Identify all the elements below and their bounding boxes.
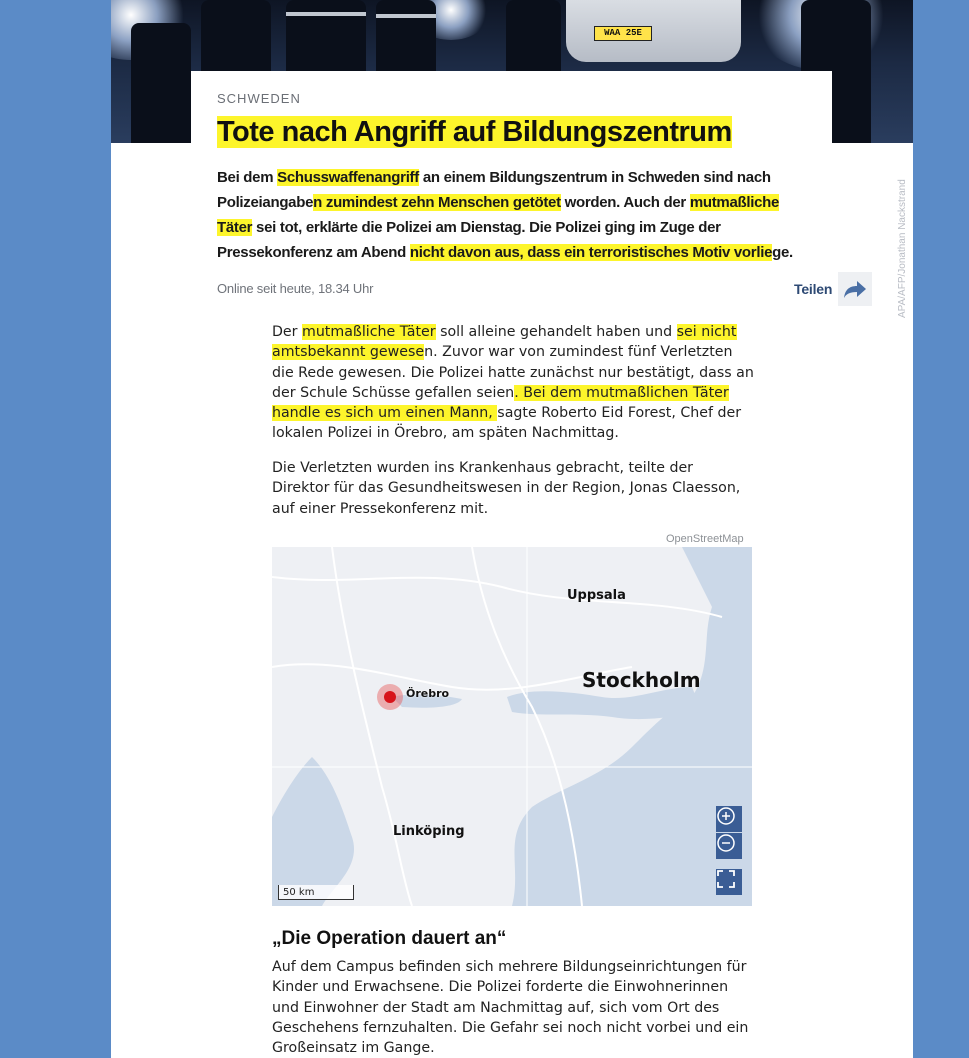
map-attribution[interactable]: OpenStreetMap — [666, 533, 744, 545]
highlighted-text: . Bei dem mutmaßlichen Täter handle es sich um einen Mann, — [272, 384, 729, 422]
location-marker[interactable] — [384, 691, 396, 703]
body-paragraph-2: Die Verletzten wurden ins Krankenhaus gebracht, teilte der Direktor für das Gesundheitswesen in der Region, Jonas Claesson, auf einer Pressekonferenz mit. — [272, 460, 741, 517]
subheading: „Die Operation dauert an“ — [272, 928, 507, 949]
headline: Tote nach Angriff auf Bildungszentrum — [217, 116, 732, 148]
text-segment: n. Zuvor war von zumindest fünf Verletzten die Rede gewesen. Die Polizei hatte zunächst nur bestätigt, dass an der Schule Schüsse gefallen seien — [272, 344, 754, 401]
section-label[interactable]: SCHWEDEN — [217, 91, 301, 106]
text-segment: an einem Bildungszentrum in Schweden sind nach Polizeiangabe — [217, 169, 771, 211]
map-label-uppsala: Uppsala — [567, 588, 626, 603]
text-segment: sagte Roberto Eid Forest, Chef der lokalen Polizei in Örebro, am späten Nachmittag. — [272, 405, 742, 442]
text-segment: ge. — [772, 244, 793, 261]
map-label-stockholm: Stockholm — [582, 668, 701, 692]
plus-icon — [716, 806, 736, 826]
text-segment: Der — [272, 324, 302, 340]
body-paragraph-3: Auf dem Campus befinden sich mehrere Bildungseinrichtungen für Kinder und Erwachsene. Die Polizei forderte die Einwohnerinnen und Einwohner der Stadt am Nachmittag auf, sich vom Ort des Geschehens fernzuhalten. Die Gefahr sei noch nicht vorbei und ein Großeinsatz im Gange. — [272, 959, 749, 1057]
lead-paragraph — [217, 165, 807, 265]
text-segment: sei tot, erklärte die Polizei am Dienstag. Die Polizei ging im Zuge der Pressekonferenz am Abend — [217, 219, 721, 261]
license-plate: WAA 25E — [594, 26, 652, 41]
photo-credit: APA/AFP/Jonathan Nackstrand — [897, 179, 908, 318]
map[interactable] — [272, 547, 752, 906]
highlighted-text: Schusswaffenangriff — [277, 169, 419, 186]
fullscreen-button[interactable] — [716, 869, 742, 895]
text-segment: Bei dem — [217, 169, 278, 186]
text-segment: soll alleine gehandelt haben und — [435, 324, 677, 340]
share-button[interactable] — [794, 272, 872, 306]
highlighted-text: mutmaßliche Täter — [217, 194, 780, 236]
text-segment: worden. Auch der — [560, 194, 690, 211]
share-label: Teilen — [794, 281, 833, 297]
zoom-out-button[interactable] — [716, 833, 742, 859]
map-label-orebro: Örebro — [406, 687, 450, 700]
highlighted-text: n zumindest zehn Menschen getötet — [313, 194, 561, 211]
body-paragraph-1 — [272, 322, 754, 444]
highlighted-text: sei nicht amtsbekannt gewese — [272, 324, 737, 361]
fullscreen-icon — [716, 869, 736, 889]
map-label-linkoping: Linköping — [393, 824, 465, 839]
highlighted-text: nicht davon aus, dass ein terroristisches Motiv vorlie — [409, 244, 773, 261]
highlighted-text: mutmaßliche Täter — [302, 324, 436, 340]
minus-icon — [716, 833, 736, 853]
share-icon — [838, 272, 872, 306]
zoom-in-button[interactable] — [716, 806, 742, 832]
map-scale: 50 km — [278, 885, 354, 900]
dateline: Online seit heute, 18.34 Uhr — [217, 281, 374, 296]
